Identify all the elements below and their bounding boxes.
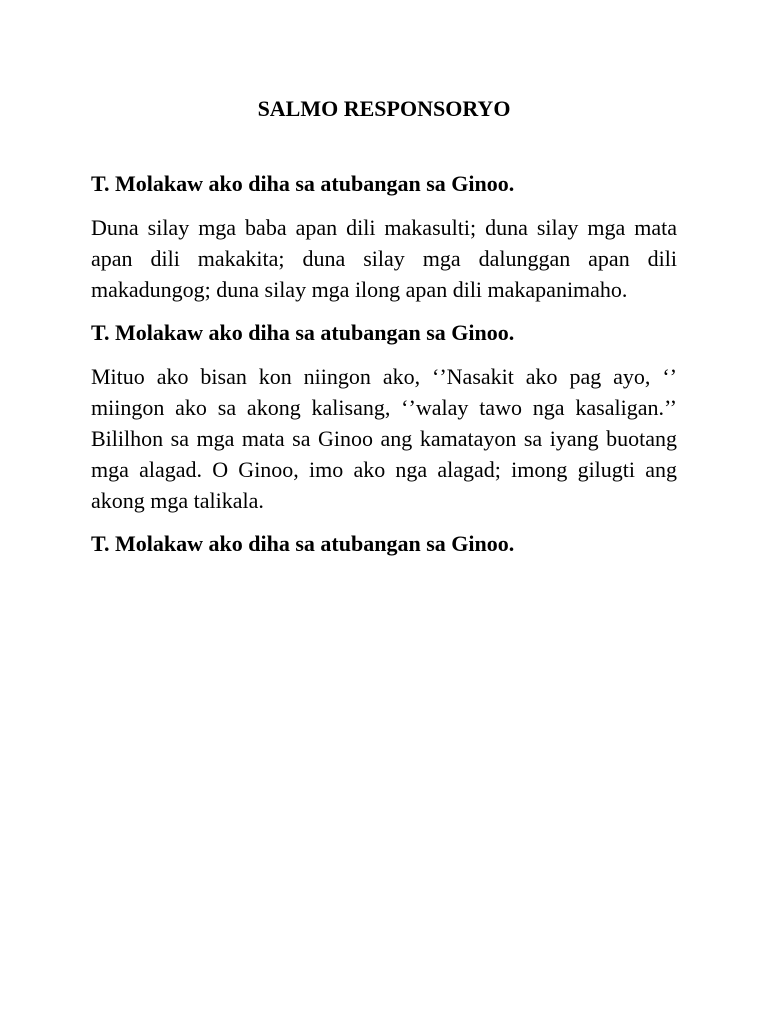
- response-line-3: T. Molakaw ako diha sa atubangan sa Ginoo.: [91, 531, 515, 556]
- verse-1: Duna silay mga baba apan dili makasulti; duna silay mga mata apan dili makakita; duna silay mga dalunggan apan dili makadungog; duna silay mga ilong apan dili makapanimaho.: [91, 215, 677, 302]
- verse-2: Mituo ako bisan kon niingon ako, ‘’Nasakit ako pag ayo, ‘’ miingon ako sa akong kalisang, ‘’walay tawo nga kasaligan.’’ Bililhon sa mga mata sa Ginoo ang kamatayon sa iyang buotang mga alagad. O Ginoo, imo ako nga alagad; imong gilugti ang akong mga talikala.: [91, 364, 677, 513]
- response-line-1: T. Molakaw ako diha sa atubangan sa Ginoo.: [91, 171, 515, 196]
- document-title: SALMO RESPONSORYO: [257, 96, 511, 121]
- document-page: [91, 92, 677, 572]
- response-line-2: T. Molakaw ako diha sa atubangan sa Ginoo.: [91, 320, 515, 345]
